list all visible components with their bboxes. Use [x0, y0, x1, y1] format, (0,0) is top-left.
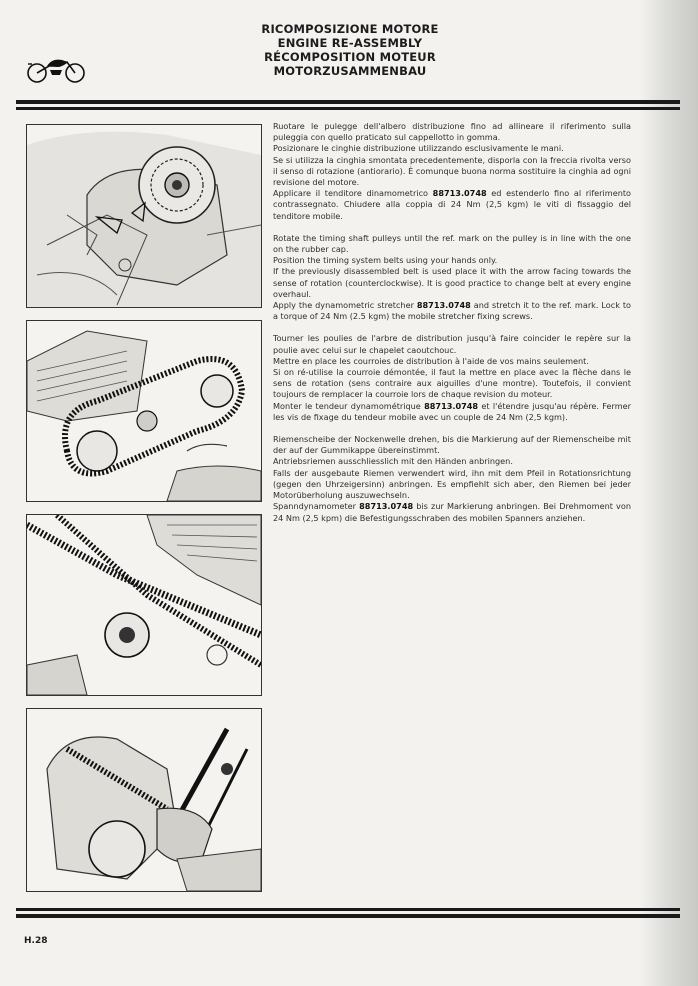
figure-dynamometric-stretcher — [26, 708, 262, 892]
section-title — [240, 22, 460, 78]
footer-rule — [16, 908, 680, 919]
italian-step-3: Se si utilizza la cinghia smontata precedentemente, disporla con la freccia rivolta verso il senso di rotazione (antiorario). È comunque buona norma sostituire la cinghia ad ogni revisione del motore. — [273, 154, 631, 188]
english-step-3: If the previously disassembled belt is used place it with the arrow facing towards the sense of rotation (counterclockwise). It is good practice to change belt at every engine overhaul. — [273, 266, 631, 299]
title-italian: RICOMPOSIZIONE MOTORE — [261, 22, 439, 36]
english-step-4a: Apply the dynamometric stretcher — [273, 300, 414, 311]
english-step-4b: and stretch it to the ref. mark. Lock to a torque of 24 Nm (2.5 kgm) the mobile stretcher fixing screws. — [273, 300, 631, 322]
title-english: ENGINE RE-ASSEMBLY — [277, 36, 423, 50]
title-german: MOTORZUSAMMENBAU — [273, 64, 427, 78]
tool-code: 88713.0748 — [359, 501, 414, 512]
english-block — [273, 233, 631, 323]
figure-pulley-alignment — [26, 124, 262, 308]
italian-step-2: Posizionare le cinghie distribuzione utilizzando esclusivamente le mani. — [273, 143, 564, 154]
french-step-3: Si on ré-utilise la courroie démontée, il faut la mettre en place avec la flèche dans le sens de rotation (sens contraire aux aiguilles d'une montre). Toutefois, il convient toujours de remplacer la courroie lors de chaque revision du moteur. — [273, 367, 631, 400]
german-step-4b: bis zur Markierung anbringen. Bei Drehmoment von 24 Nm (2,5 kpm) die Befestigungsschraben des mobilen Spanners anziehen. — [273, 501, 631, 523]
french-step-4b: et l'étendre jusqu'au répère. Fermer les vis de fixage du tendeur mobile avec un couple de 24 Nm (2,5 kgm). — [273, 400, 631, 422]
instructions-text — [273, 121, 631, 535]
tool-code: 88713.0748 — [416, 300, 471, 311]
figure-belt-tensioner — [26, 514, 262, 696]
german-step-3: Falls der ausgebaute Riemen verwendert wird, ihn mit dem Pfeil in Rotationsrichtung (gegen den Uhrzeigersinn) anbringen. Es empfiehlt sich aber, den Riemen bei jeder Motorüberholung auszuwechseln. — [273, 467, 631, 501]
motorcycle-icon — [22, 54, 90, 84]
german-block — [273, 434, 631, 524]
german-step-2: Antriebsriemen ausschliesslich mit den Händen anbringen. — [273, 456, 513, 467]
tool-code: 88713.0748 — [432, 188, 487, 199]
french-step-1: Tourner les poulies de l'arbre de distribution jusqu'à faire coincider le repère sur la poulie avec celui sur le chapelet caoutchouc. — [273, 333, 631, 355]
german-step-1: Riemenscheibe der Nockenwelle drehen, bis die Markierung auf der Riemenscheibe mit der auf der Gummikappe übereinstimmt. — [273, 434, 631, 456]
italian-step-4a: Applicare il tenditore dinamometrico — [273, 188, 429, 199]
german-step-4a: Spanndynamometer — [273, 501, 357, 512]
french-step-4a: Monter le tendeur dynamométrique — [273, 400, 421, 411]
italian-block — [273, 121, 631, 222]
title-french: RÉCOMPOSITION MOTEUR — [264, 50, 436, 64]
italian-step-4b: ed estenderlo fino al riferimento contrassegnato. Chiudere alla coppia di 24 Nm (2,5 kgm) le viti di fissaggio del tenditore mobile. — [273, 188, 631, 221]
italian-step-1: Ruotare le pulegge dell'albero distribuzione fino ad allineare il riferimento sulla puleggia con quello praticato sul cappellotto in gomma. — [273, 121, 631, 143]
scan-shadow — [640, 0, 698, 986]
english-step-2: Position the timing system belts using your hands only. — [273, 255, 498, 266]
french-step-2: Mettre en place les courroies de distribution à l'aide de vos mains seulement. — [273, 355, 589, 366]
english-step-1: Rotate the timing shaft pulleys until the ref. mark on the pulley is in line with the one on the rubber cap. — [273, 232, 631, 255]
figure-belt-installation — [26, 320, 262, 502]
page-number: H.28 — [24, 936, 48, 946]
tool-code: 88713.0748 — [424, 400, 479, 411]
header-rule — [16, 100, 680, 111]
french-block — [273, 333, 631, 423]
